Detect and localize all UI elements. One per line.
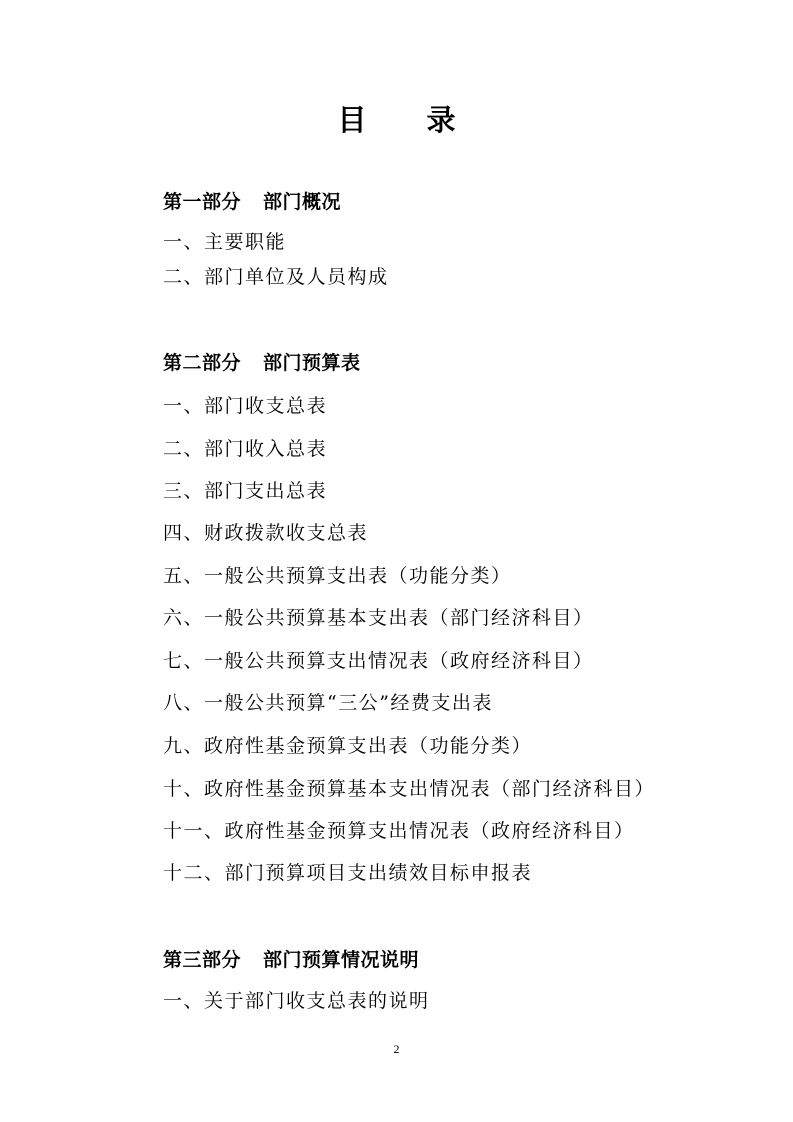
part-1-heading [163,190,341,214]
part-3-name: 部门预算情况说明 [263,949,420,971]
toc-item: 五、一般公共预算支出表（功能分类） [163,565,512,587]
part-3-prefix: 第三部分 [163,949,242,971]
toc-item: 十、政府性基金预算基本支出情况表（部门经济科目） [163,778,656,800]
toc-item: 一、主要职能 [163,231,287,253]
part-2-heading [163,351,361,375]
part-1-name: 部门概况 [263,191,342,213]
part-1-prefix: 第一部分 [163,191,242,213]
toc-item: 四、财政拨款收支总表 [163,522,369,544]
title-char-2: 录 [426,103,456,137]
page-number: 2 [393,1042,400,1056]
title-char-1: 目 [337,103,367,137]
toc-item: 二、部门单位及人员构成 [163,266,389,288]
toc-item: 八、一般公共预算“三公”经费支出表 [163,692,493,714]
toc-item: 一、关于部门收支总表的说明 [163,990,430,1012]
part-2-prefix: 第二部分 [163,352,242,374]
toc-item: 七、一般公共预算支出情况表（政府经济科目） [163,650,594,672]
toc-item: 六、一般公共预算基本支出表（部门经济科目） [163,607,594,629]
toc-item: 二、部门收入总表 [163,438,328,460]
toc-item: 十二、部门预算项目支出绩效目标申报表 [163,862,533,884]
toc-item: 一、部门收支总表 [163,395,328,417]
part-3-heading [163,948,419,972]
toc-item: 九、政府性基金预算支出表（功能分类） [163,735,533,757]
toc-item: 十一、政府性基金预算支出情况表（政府经济科目） [163,820,635,842]
part-2-name: 部门预算表 [263,352,361,374]
toc-item: 三、部门支出总表 [163,480,328,502]
page-title [0,98,793,139]
